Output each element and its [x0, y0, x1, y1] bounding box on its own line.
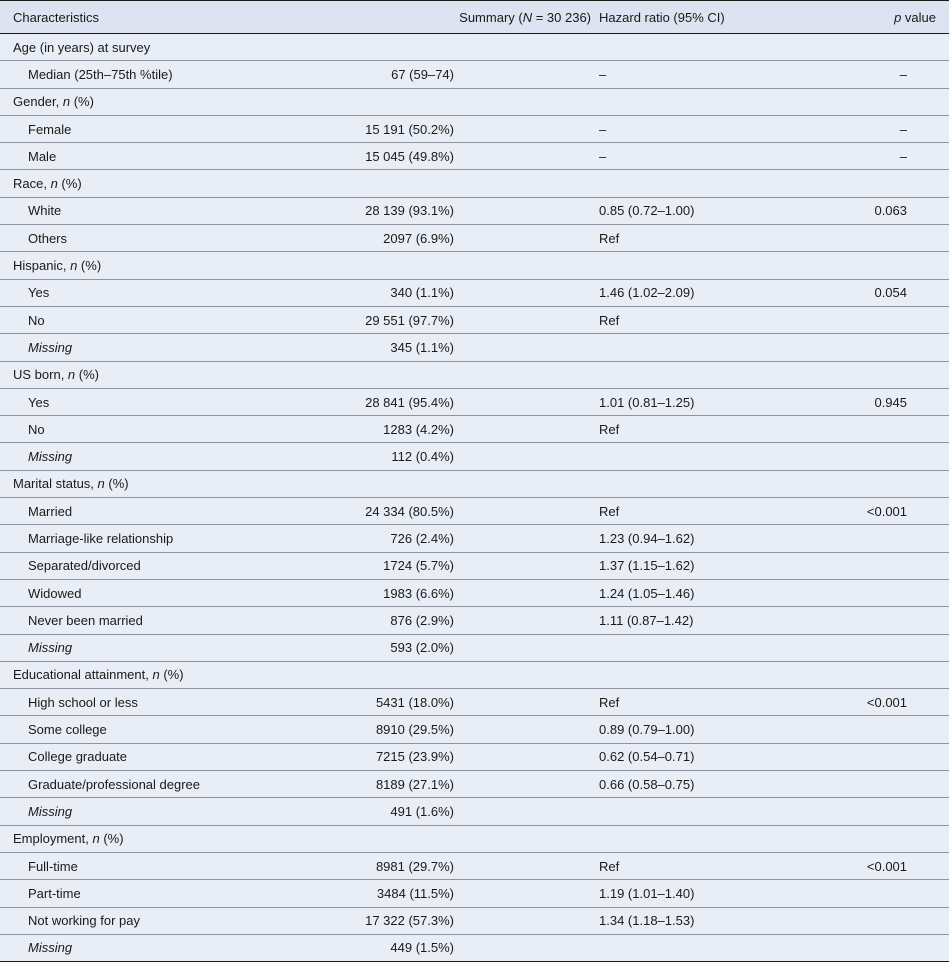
- row-summary: 24 334 (80.5%): [300, 498, 462, 525]
- row-hazard-ratio: –: [599, 61, 799, 88]
- section-title: US born, n (%): [0, 361, 949, 388]
- row-summary: 7215 (23.9%): [300, 743, 462, 770]
- row-summary: 2097 (6.9%): [300, 225, 462, 252]
- row-p-value: <0.001: [799, 689, 949, 716]
- row-p-value: [799, 743, 949, 770]
- row-p-value: [799, 579, 949, 606]
- section-row-age: [0, 34, 949, 61]
- row-label: Median (25th–75th %tile): [0, 61, 300, 88]
- row-p-value: <0.001: [799, 852, 949, 879]
- row-p-value: [799, 334, 949, 361]
- table-row: [0, 607, 949, 634]
- table-row: [0, 743, 949, 770]
- row-summary: 15 045 (49.8%): [300, 143, 462, 170]
- row-hazard-ratio: Ref: [599, 306, 799, 333]
- row-hazard-ratio: 0.66 (0.58–0.75): [599, 771, 799, 798]
- row-label: Graduate/professional degree: [0, 771, 300, 798]
- section-row-marital-status: [0, 470, 949, 497]
- row-p-value: 0.945: [799, 388, 949, 415]
- row-p-value: –: [799, 143, 949, 170]
- section-title: Educational attainment, n (%): [0, 661, 949, 688]
- row-hazard-ratio: 1.37 (1.15–1.62): [599, 552, 799, 579]
- row-hazard-ratio: Ref: [599, 416, 799, 443]
- table-header-row: [0, 1, 949, 34]
- row-label: Never been married: [0, 607, 300, 634]
- row-label: Separated/divorced: [0, 552, 300, 579]
- row-summary: 876 (2.9%): [300, 607, 462, 634]
- row-hazard-ratio: 1.46 (1.02–2.09): [599, 279, 799, 306]
- section-row-educational-attainment: [0, 661, 949, 688]
- row-label: Widowed: [0, 579, 300, 606]
- row-hazard-ratio: Ref: [599, 498, 799, 525]
- header-characteristics: Characteristics: [0, 1, 300, 34]
- row-summary: 15 191 (50.2%): [300, 115, 462, 142]
- row-summary: 8981 (29.7%): [300, 852, 462, 879]
- table-row: [0, 525, 949, 552]
- table-row: [0, 934, 949, 961]
- row-p-value: [799, 443, 949, 470]
- row-p-value: [799, 634, 949, 661]
- header-hazard-ratio: Hazard ratio (95% CI): [599, 1, 799, 34]
- row-label: Not working for pay: [0, 907, 300, 934]
- row-p-value: [799, 525, 949, 552]
- row-summary: 17 322 (57.3%): [300, 907, 462, 934]
- section-title: Hispanic, n (%): [0, 252, 949, 279]
- row-summary: 1283 (4.2%): [300, 416, 462, 443]
- row-p-value: [799, 798, 949, 825]
- row-label: Missing: [0, 334, 300, 361]
- row-p-value: 0.054: [799, 279, 949, 306]
- row-label: Missing: [0, 934, 300, 961]
- row-hazard-ratio: 0.62 (0.54–0.71): [599, 743, 799, 770]
- section-row-gender: [0, 88, 949, 115]
- row-p-value: [799, 552, 949, 579]
- table-row: [0, 798, 949, 825]
- row-hazard-ratio: 0.89 (0.79–1.00): [599, 716, 799, 743]
- section-row-hispanic: [0, 252, 949, 279]
- row-p-value: [799, 771, 949, 798]
- row-summary: 29 551 (97.7%): [300, 306, 462, 333]
- row-label: Female: [0, 115, 300, 142]
- row-label: Others: [0, 225, 300, 252]
- table-row: [0, 61, 949, 88]
- row-hazard-ratio: [599, 798, 799, 825]
- table-row: [0, 279, 949, 306]
- row-hazard-ratio: 1.34 (1.18–1.53): [599, 907, 799, 934]
- row-p-value: [799, 880, 949, 907]
- table-row: [0, 334, 949, 361]
- row-label: Marriage-like relationship: [0, 525, 300, 552]
- row-label: Part-time: [0, 880, 300, 907]
- row-summary: 8910 (29.5%): [300, 716, 462, 743]
- section-row-employment: [0, 825, 949, 852]
- table-row: [0, 689, 949, 716]
- table-row: [0, 388, 949, 415]
- table-row: [0, 443, 949, 470]
- row-label: High school or less: [0, 689, 300, 716]
- row-label: Married: [0, 498, 300, 525]
- section-title: Race, n (%): [0, 170, 949, 197]
- row-summary: 491 (1.6%): [300, 798, 462, 825]
- table-row: [0, 143, 949, 170]
- table-row: [0, 552, 949, 579]
- row-summary: 112 (0.4%): [300, 443, 462, 470]
- row-summary: 593 (2.0%): [300, 634, 462, 661]
- row-summary: 1983 (6.6%): [300, 579, 462, 606]
- table-row: [0, 907, 949, 934]
- row-p-value: [799, 225, 949, 252]
- section-title: Marital status, n (%): [0, 470, 949, 497]
- row-hazard-ratio: [599, 443, 799, 470]
- row-hazard-ratio: [599, 334, 799, 361]
- row-hazard-ratio: Ref: [599, 225, 799, 252]
- row-p-value: –: [799, 115, 949, 142]
- row-p-value: 0.063: [799, 197, 949, 224]
- row-summary: 345 (1.1%): [300, 334, 462, 361]
- row-label: No: [0, 306, 300, 333]
- table-row: [0, 498, 949, 525]
- table-row: [0, 579, 949, 606]
- table-row: [0, 306, 949, 333]
- header-p-value: p value: [799, 1, 949, 34]
- table-row: [0, 416, 949, 443]
- row-summary: 28 139 (93.1%): [300, 197, 462, 224]
- table-row: [0, 716, 949, 743]
- row-hazard-ratio: 1.24 (1.05–1.46): [599, 579, 799, 606]
- row-p-value: <0.001: [799, 498, 949, 525]
- row-hazard-ratio: 1.11 (0.87–1.42): [599, 607, 799, 634]
- row-p-value: [799, 416, 949, 443]
- row-p-value: [799, 716, 949, 743]
- table-row: [0, 197, 949, 224]
- row-label: Full-time: [0, 852, 300, 879]
- row-summary: 1724 (5.7%): [300, 552, 462, 579]
- row-label: Some college: [0, 716, 300, 743]
- row-label: Missing: [0, 634, 300, 661]
- row-hazard-ratio: [599, 634, 799, 661]
- row-p-value: –: [799, 61, 949, 88]
- section-title: Gender, n (%): [0, 88, 949, 115]
- section-row-race: [0, 170, 949, 197]
- row-summary: 3484 (11.5%): [300, 880, 462, 907]
- section-title: Employment, n (%): [0, 825, 949, 852]
- row-label: Male: [0, 143, 300, 170]
- row-label: Missing: [0, 443, 300, 470]
- row-hazard-ratio: –: [599, 115, 799, 142]
- table-row: [0, 115, 949, 142]
- row-hazard-ratio: Ref: [599, 689, 799, 716]
- row-summary: 726 (2.4%): [300, 525, 462, 552]
- row-label: Yes: [0, 279, 300, 306]
- table-row: [0, 634, 949, 661]
- header-summary: Summary (N = 30 236): [300, 1, 599, 34]
- row-p-value: [799, 306, 949, 333]
- row-summary: 340 (1.1%): [300, 279, 462, 306]
- row-label: No: [0, 416, 300, 443]
- row-hazard-ratio: 1.01 (0.81–1.25): [599, 388, 799, 415]
- row-summary: 8189 (27.1%): [300, 771, 462, 798]
- table-row: [0, 880, 949, 907]
- table-row: [0, 225, 949, 252]
- row-label: Yes: [0, 388, 300, 415]
- row-hazard-ratio: [599, 934, 799, 961]
- row-hazard-ratio: 0.85 (0.72–1.00): [599, 197, 799, 224]
- table-row: [0, 771, 949, 798]
- section-title: Age (in years) at survey: [0, 34, 949, 61]
- row-summary: 67 (59–74): [300, 61, 462, 88]
- row-summary: 5431 (18.0%): [300, 689, 462, 716]
- row-p-value: [799, 607, 949, 634]
- row-hazard-ratio: –: [599, 143, 799, 170]
- row-summary: 28 841 (95.4%): [300, 388, 462, 415]
- section-row-us-born: [0, 361, 949, 388]
- row-hazard-ratio: 1.19 (1.01–1.40): [599, 880, 799, 907]
- row-hazard-ratio: 1.23 (0.94–1.62): [599, 525, 799, 552]
- row-p-value: [799, 934, 949, 961]
- row-label: College graduate: [0, 743, 300, 770]
- row-hazard-ratio: Ref: [599, 852, 799, 879]
- row-label: White: [0, 197, 300, 224]
- row-p-value: [799, 907, 949, 934]
- row-summary: 449 (1.5%): [300, 934, 462, 961]
- table-row: [0, 852, 949, 879]
- row-label: Missing: [0, 798, 300, 825]
